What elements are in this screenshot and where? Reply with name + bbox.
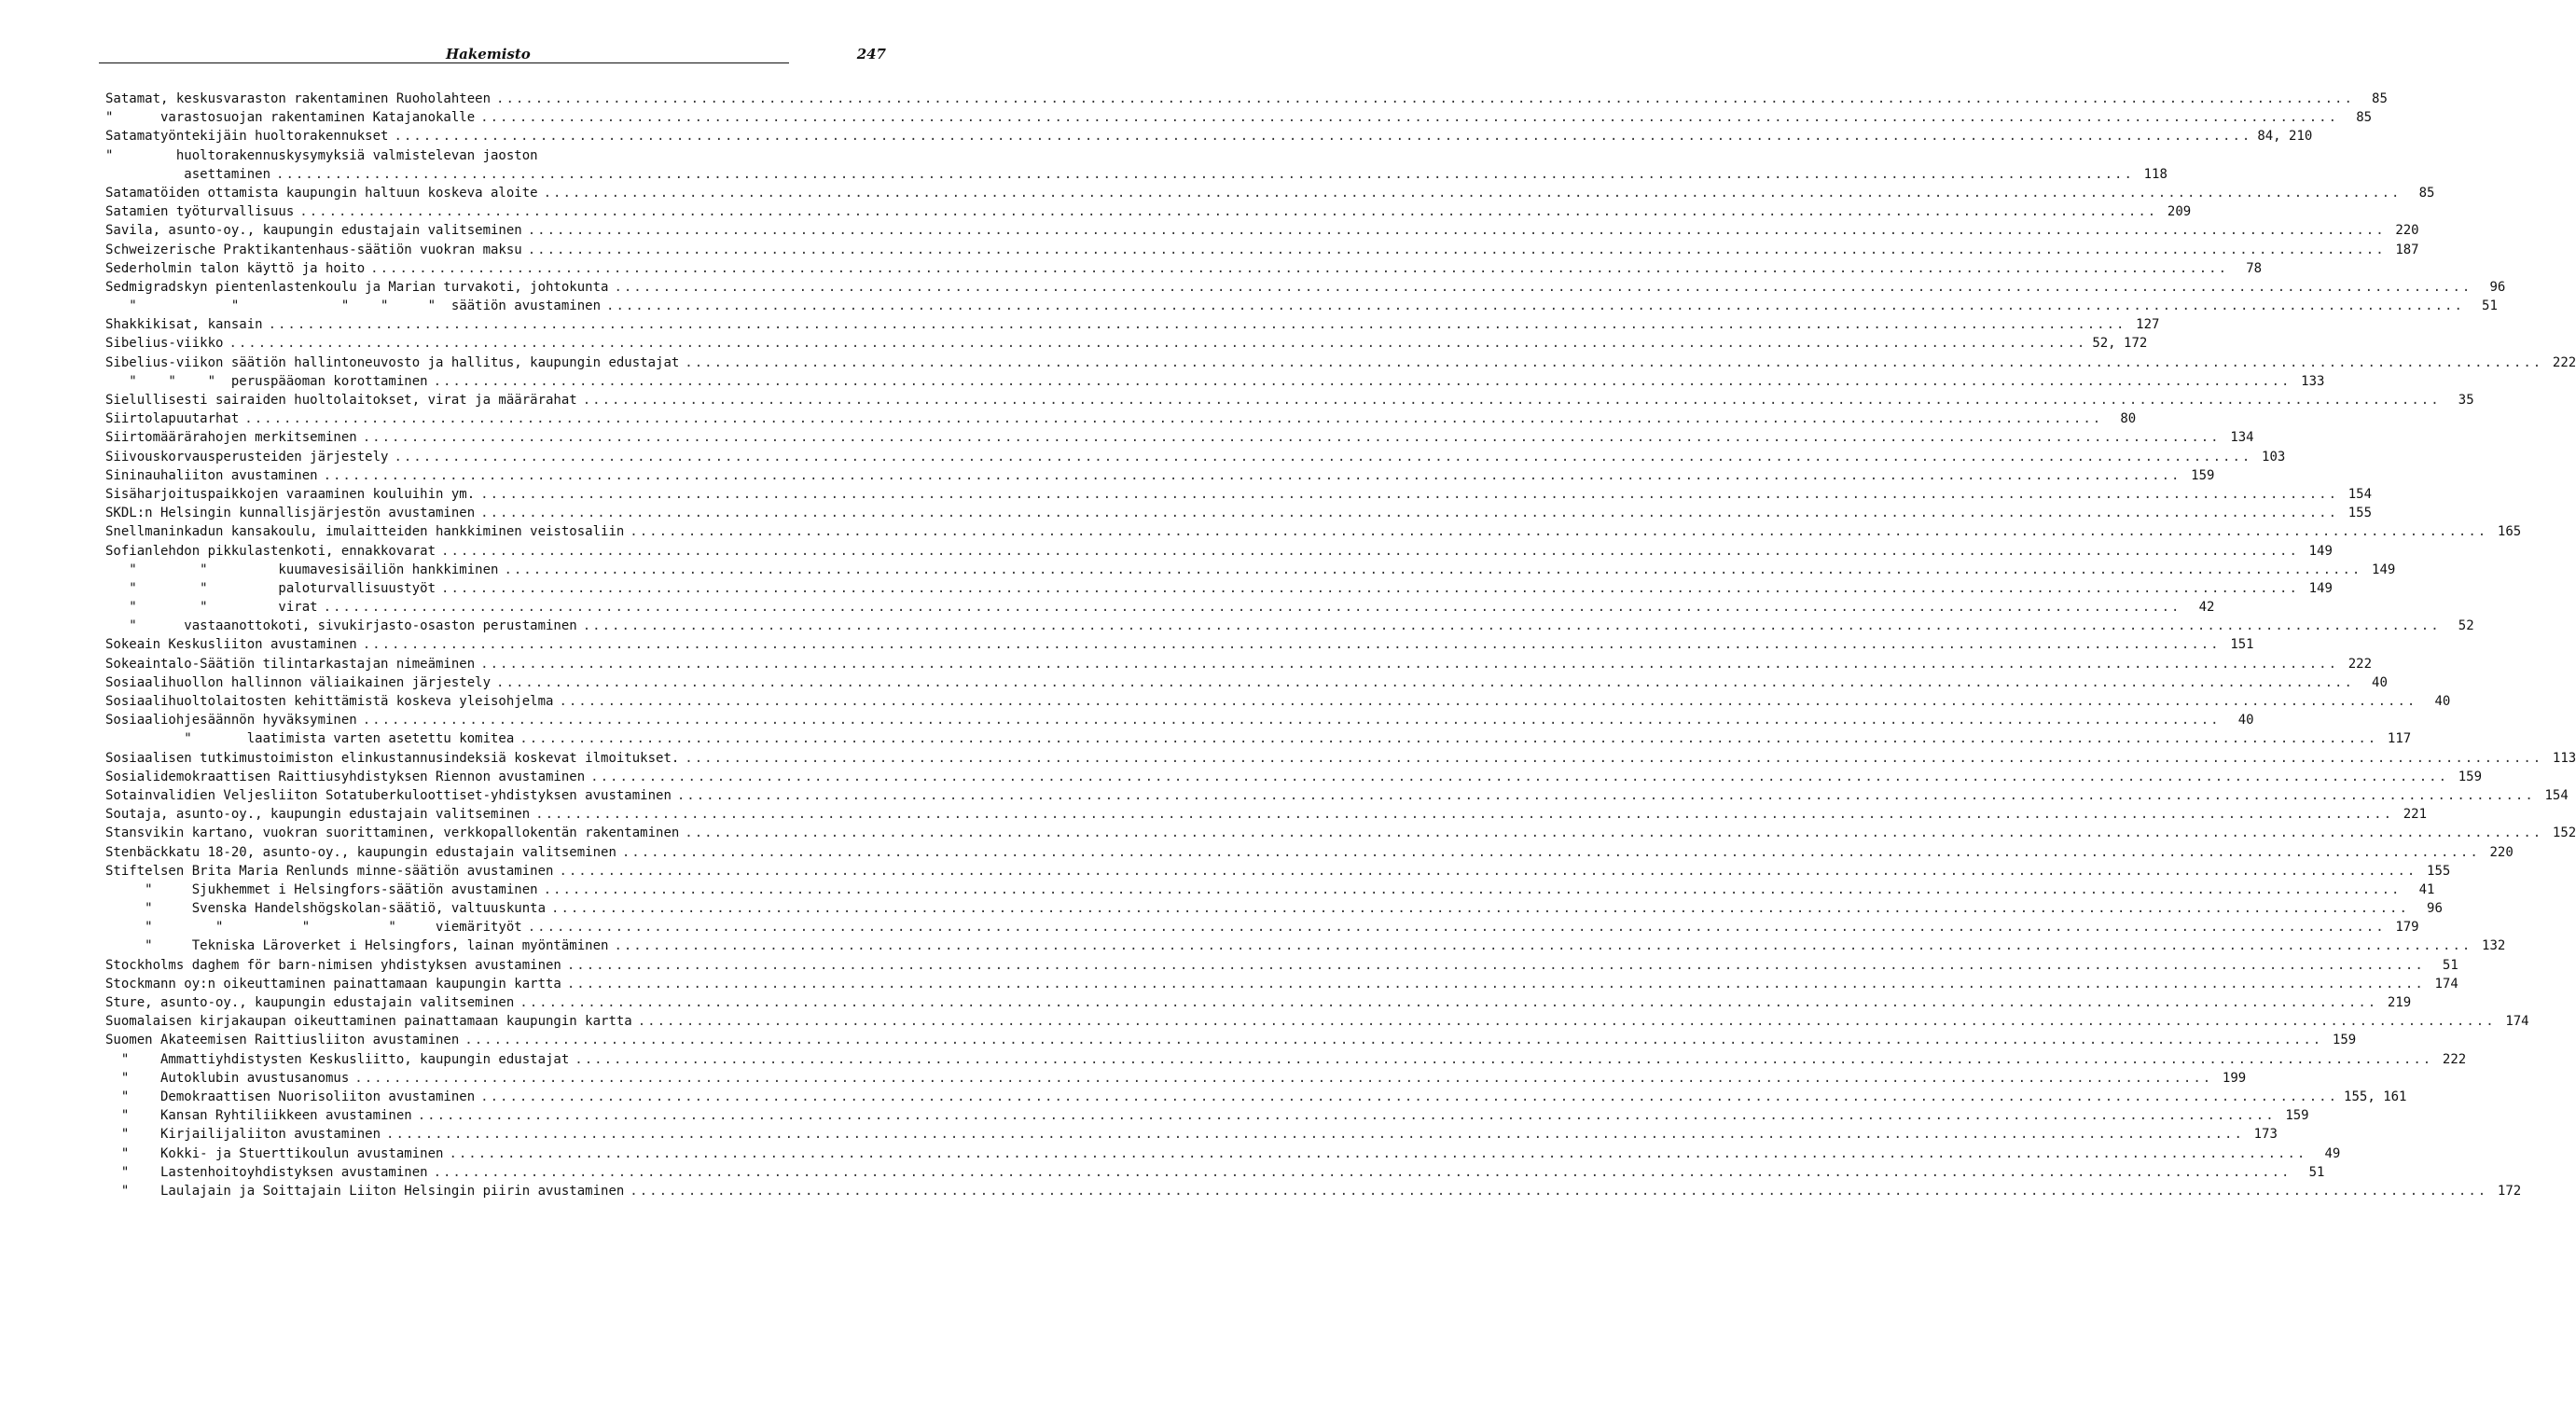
entry-text: Siirtomäärärahojen merkitseminen [105, 430, 357, 446]
entry-pages: 149 [2308, 543, 2333, 559]
index-entry [105, 409, 2137, 428]
index-entry [105, 805, 2428, 824]
entry-text: Satamat, keskusvaraston rakentaminen Ruoholahteen [105, 91, 492, 106]
index-entry [105, 1050, 2467, 1069]
index-entry [105, 1031, 2357, 1049]
dot-leader [434, 1163, 2292, 1182]
dot-leader [449, 1144, 2306, 1163]
index-entry [105, 749, 2576, 768]
entry-text: Satamatöiden ottamista kaupungin haltuun koskeva aloite [105, 185, 538, 201]
dot-leader [324, 598, 2181, 617]
index-entry [105, 1012, 2529, 1031]
dot-leader [614, 278, 2472, 297]
dot-leader [677, 786, 2535, 805]
dot-leader [480, 504, 2338, 522]
index-entry [105, 881, 2435, 899]
dot-leader [480, 655, 2338, 673]
dot-leader [229, 334, 2086, 353]
dot-leader [354, 1069, 2212, 1088]
dot-leader [559, 862, 2417, 881]
dot-leader [590, 768, 2448, 786]
dot-leader [464, 1031, 2322, 1049]
entry-text: Stockmann oy:n oikeuttaminen painattamaan kaupungin kartta [105, 976, 561, 992]
entry-text: Schweizerische Praktikantenhaus-säätiön vuokran maksu [105, 242, 522, 257]
entry-text: Suomen Akateemisen Raittiusliiton avustaminen [105, 1033, 460, 1048]
dot-leader [606, 297, 2464, 315]
entry-text: asettaminen [105, 166, 271, 182]
entry-pages: 165 [2497, 524, 2522, 540]
index-entry [105, 354, 2576, 372]
dot-leader [528, 221, 2386, 240]
entry-text: Stansvikin kartano, vuokran suorittaminen, verkkopallokentän rakentaminen [105, 825, 680, 841]
dot-leader [519, 729, 2377, 748]
index-entry [105, 372, 2325, 391]
entry-pages: 152 [2552, 825, 2576, 841]
dot-leader [324, 466, 2181, 485]
dot-leader [685, 354, 2542, 372]
dot-leader [544, 184, 2402, 202]
index-entry [105, 843, 2514, 862]
entry-text: Sofianlehdon pikkulastenkoti, ennakkovarat [105, 543, 436, 559]
entry-pages: 78 [2246, 260, 2263, 276]
index-entry [105, 428, 2254, 447]
header-rule [99, 62, 789, 63]
entry-pages: 134 [2230, 430, 2254, 446]
entry-pages: 85 [2418, 185, 2435, 201]
entry-text: " " " " " säätiön avustaminen [105, 298, 602, 314]
entry-pages: 35 [2458, 393, 2474, 408]
index-entry [105, 278, 2506, 297]
dot-leader [496, 90, 2354, 108]
entry-pages: 159 [2191, 467, 2215, 483]
dot-leader [441, 542, 2299, 561]
entry-text: " Laulajain ja Soittajain Liiton Helsingin piirin avustaminen [105, 1183, 625, 1199]
dot-leader [528, 241, 2386, 259]
entry-text: " " paloturvallisuustyöt [105, 580, 436, 596]
dot-leader [583, 617, 2441, 635]
index-entry [105, 108, 2373, 127]
entry-text: " " " peruspääoman korottaminen [105, 373, 428, 389]
entry-text: " " " " viemärityöt [105, 920, 522, 936]
entry-text: Sininauhaliiton avustaminen [105, 467, 318, 483]
dot-leader [386, 1125, 2244, 1144]
entry-pages: 40 [2372, 674, 2388, 690]
entry-pages: 133 [2301, 373, 2325, 389]
entry-pages: 179 [2395, 920, 2419, 936]
entry-text: " varastosuojan rakentaminen Katajanokalle [105, 110, 476, 126]
entry-pages: 222 [2552, 354, 2576, 370]
dot-leader [504, 561, 2361, 579]
entry-pages: 132 [2482, 938, 2506, 954]
entry-text: " Kirjailijaliiton avustaminen [105, 1127, 381, 1143]
index-entry [105, 485, 2373, 504]
entry-text: " Demokraattisen Nuorisoliiton avustaminen [105, 1089, 476, 1104]
entry-pages: 155 [2347, 506, 2373, 521]
entry-text: Satamatyöntekijäin huoltorakennukset [105, 129, 389, 145]
index-entry [105, 975, 2458, 993]
entry-text: " Kansan Ryhtiliikkeen avustaminen [105, 1108, 412, 1124]
entry-text: " Kokki- ja Stuerttikoulun avustaminen [105, 1145, 444, 1161]
entry-pages: 155 [2427, 863, 2451, 879]
entry-pages: 199 [2222, 1070, 2247, 1086]
dot-leader [363, 428, 2221, 447]
entry-pages: 40 [2237, 713, 2254, 728]
index-entry [105, 165, 2167, 184]
index-entry [105, 297, 2498, 315]
index-entry [105, 936, 2506, 955]
entry-text: Siirtolapuutarhat [105, 411, 240, 427]
dot-leader [528, 918, 2386, 936]
dot-leader [551, 899, 2409, 918]
page-header [99, 44, 908, 66]
entry-text: Sture, asunto-oy., kaupungin edustajain valitseminen [105, 995, 515, 1010]
dot-leader [685, 749, 2542, 768]
entry-pages: 151 [2230, 637, 2254, 653]
index-entry [105, 391, 2474, 409]
entry-text: SKDL:n Helsingin kunnallisjärjestön avustaminen [105, 506, 476, 521]
dot-leader [434, 372, 2292, 391]
index-entry [105, 241, 2419, 259]
index-entry [105, 146, 907, 165]
entry-pages: 159 [2332, 1033, 2357, 1048]
dot-leader [496, 673, 2354, 692]
dot-leader [567, 975, 2425, 993]
dot-leader [630, 1182, 2487, 1200]
dot-leader [567, 956, 2425, 975]
index-entry [105, 655, 2373, 673]
index-entry [105, 259, 2263, 278]
entry-text: Sosiaalisen tutkimustoimiston elinkustannusindeksiä koskevat ilmoitukset. [105, 750, 680, 766]
dot-leader [370, 259, 2228, 278]
index-entry [105, 862, 2451, 881]
entry-pages: 103 [2262, 449, 2286, 465]
dot-leader [480, 485, 2338, 504]
index-entry [105, 786, 2569, 805]
entry-text: Stenbäckkatu 18-20, asunto-oy., kaupungin edustajain valitseminen [105, 844, 616, 860]
entry-text: Sosiaalihuollon hallinnon väliaikainen järjestely [105, 674, 492, 690]
dot-leader [363, 711, 2221, 729]
index-entry [105, 1088, 2407, 1106]
entry-pages: 159 [2458, 769, 2483, 784]
page-title: Hakemisto [446, 46, 531, 62]
entry-text: Stockholms daghem för barn-nimisen yhdistyksen avustaminen [105, 957, 561, 973]
dot-leader [583, 391, 2441, 409]
dot-leader [630, 522, 2487, 541]
index-entry [105, 1182, 2522, 1200]
index-entry [105, 1069, 2247, 1088]
dot-leader [244, 409, 2102, 428]
index-entry [105, 824, 2576, 842]
index-entry [105, 522, 2522, 541]
entry-pages: 118 [2143, 166, 2167, 182]
entry-pages: 41 [2418, 881, 2435, 897]
entry-pages: 174 [2434, 976, 2458, 992]
entry-text: Sielullisesti sairaiden huoltolaitokset, virat ja määrärahat [105, 393, 577, 408]
entry-pages: 155, 161 [2344, 1089, 2407, 1104]
index-entries [105, 90, 2576, 1200]
index-entry [105, 1144, 2341, 1163]
entry-text: " Ammattiyhdistysten Keskusliitto, kaupungin edustajat [105, 1051, 570, 1067]
index-entry [105, 692, 2451, 711]
entry-text: " " kuumavesisäiliön hankkiminen [105, 562, 499, 577]
entry-pages: 52, 172 [2092, 336, 2148, 352]
index-entry [105, 673, 2388, 692]
entry-text: Shakkikisat, kansain [105, 317, 263, 333]
index-entry [105, 542, 2333, 561]
index-entry [105, 993, 2412, 1012]
entry-text: Sedmigradskyn pientenlastenkoulu ja Marian turvakoti, johtokunta [105, 279, 609, 295]
index-entry [105, 334, 2148, 353]
entry-pages: 149 [2372, 562, 2396, 577]
dot-leader [480, 108, 2338, 127]
index-entry [105, 1125, 2278, 1144]
dot-leader [544, 881, 2402, 899]
index-entry [105, 448, 2286, 466]
dot-leader [685, 824, 2542, 842]
index-entry [105, 315, 2160, 334]
entry-text: " " virat [105, 600, 318, 616]
entry-pages: 51 [2308, 1164, 2325, 1180]
entry-text: " Svenska Handelshögskolan-säätiö, valtuuskunta [105, 901, 547, 917]
dot-leader [638, 1012, 2496, 1031]
index-entry [105, 729, 2412, 748]
index-entry [105, 466, 2215, 485]
entry-text: Sederholmin talon käyttö ja hoito [105, 260, 366, 276]
entry-text: " laatimista varten asetettu komitea [105, 731, 515, 747]
index-entry [105, 598, 2215, 617]
entry-pages: 149 [2308, 580, 2333, 596]
entry-pages: 51 [2442, 957, 2458, 973]
entry-pages: 187 [2395, 242, 2419, 257]
entry-pages: 209 [2167, 204, 2192, 220]
entry-text: " vastaanottokoti, sivukirjasto-osaston perustaminen [105, 618, 577, 634]
entry-text: " Tekniska Läroverket i Helsingfors, lainan myöntäminen [105, 938, 609, 954]
dot-leader [394, 448, 2251, 466]
entry-text: Sibelius-viikko [105, 336, 224, 352]
entry-pages: 96 [2427, 901, 2443, 917]
entry-pages: 172 [2497, 1183, 2522, 1199]
index-entry [105, 90, 2388, 108]
entry-text: " Lastenhoitoyhdistyksen avustaminen [105, 1164, 428, 1180]
dot-leader [276, 165, 2134, 184]
index-entry [105, 918, 2419, 936]
entry-pages: 154 [2544, 787, 2569, 803]
entry-pages: 42 [2198, 600, 2215, 616]
entry-text: Savila, asunto-oy., kaupungin edustajain valitseminen [105, 223, 522, 239]
entry-pages: 96 [2489, 279, 2506, 295]
entry-text: Sisäharjoituspaikkojen varaaminen kouluihin ym. [105, 486, 476, 502]
entry-pages: 221 [2403, 807, 2428, 823]
entry-text: Sibelius-viikon säätiön hallintoneuvosto ja hallitus, kaupungin edustajat [105, 354, 680, 370]
entry-text: Sosiaaliohjesäännön hyväksyminen [105, 713, 357, 728]
entry-pages: 127 [2136, 317, 2160, 333]
entry-pages: 219 [2387, 995, 2412, 1010]
dot-leader [559, 692, 2417, 711]
entry-pages: 51 [2482, 298, 2498, 314]
entry-pages: 154 [2347, 486, 2373, 502]
entry-pages: 85 [2356, 110, 2373, 126]
index-entry [105, 221, 2419, 240]
index-entry [105, 1163, 2325, 1182]
index-entry [105, 1106, 2309, 1125]
page-number: 247 [856, 46, 886, 62]
entry-pages: 159 [2285, 1108, 2309, 1124]
entry-pages: 49 [2324, 1145, 2341, 1161]
entry-pages: 85 [2372, 91, 2388, 106]
entry-text: " Sjukhemmet i Helsingfors-säätiön avustaminen [105, 881, 538, 897]
dot-leader [535, 805, 2393, 824]
entry-text: Suomalaisen kirjakaupan oikeuttaminen painattamaan kaupungin kartta [105, 1014, 632, 1030]
dot-leader [480, 1088, 2338, 1106]
entry-pages: 117 [2387, 731, 2412, 747]
dot-leader [418, 1106, 2276, 1125]
entry-pages: 220 [2489, 844, 2514, 860]
entry-text: Soutaja, asunto-oy., kaupungin edustajain valitseminen [105, 807, 531, 823]
entry-text: Snellmaninkadun kansakoulu, imulaitteiden hankkiminen veistosaliin [105, 524, 625, 540]
index-entry [105, 768, 2483, 786]
entry-pages: 220 [2395, 223, 2419, 239]
entry-pages: 40 [2434, 694, 2451, 709]
entry-text: Sokeain Keskusliiton avustaminen [105, 637, 357, 653]
dot-leader [363, 635, 2221, 654]
index-entry [105, 579, 2333, 598]
entry-pages: 84, 210 [2257, 129, 2313, 145]
entry-pages: 174 [2505, 1014, 2529, 1030]
entry-text: Sotainvalidien Veljesliiton Sotatuberkuloottiset-yhdistyksen avustaminen [105, 787, 672, 803]
entry-text: Satamien työturvallisuus [105, 204, 295, 220]
index-entry [105, 899, 2443, 918]
index-entry [105, 617, 2474, 635]
entry-text: Sosialidemokraattisen Raittiusyhdistyksen Riennon avustaminen [105, 769, 586, 784]
entry-pages: 222 [2442, 1051, 2467, 1067]
entry-text: " huoltorakennuskysymyksiä valmistelevan jaoston [105, 147, 538, 163]
entry-pages: 222 [2347, 656, 2373, 672]
entry-pages: 173 [2253, 1127, 2278, 1143]
index-entry [105, 711, 2254, 729]
dot-leader [269, 315, 2126, 334]
index-entry [105, 504, 2373, 522]
entry-pages: 113 [2552, 750, 2576, 766]
dot-leader [614, 936, 2472, 955]
dot-leader [441, 579, 2299, 598]
entry-text: " Autoklubin avustusanomus [105, 1070, 350, 1086]
dot-leader [622, 843, 2480, 862]
index-entry [105, 635, 2254, 654]
entry-text: Siivouskorvausperusteiden järjestely [105, 449, 389, 465]
entry-text: Sokeaintalo-Säätiön tilintarkastajan nimeäminen [105, 656, 476, 672]
index-entry [105, 184, 2435, 202]
entry-pages: 80 [2120, 411, 2137, 427]
dot-leader [575, 1050, 2432, 1069]
dot-leader [519, 993, 2377, 1012]
index-entry [105, 127, 2313, 146]
dot-leader [394, 127, 2251, 146]
entry-text: Stiftelsen Brita Maria Renlunds minne-säätiön avustaminen [105, 863, 554, 879]
index-entry [105, 956, 2458, 975]
entry-pages: 52 [2458, 618, 2474, 634]
index-entry [105, 202, 2192, 221]
entry-text: Sosiaalihuoltolaitosten kehittämistä koskeva yleisohjelma [105, 694, 554, 709]
index-entry [105, 561, 2396, 579]
dot-leader [299, 202, 2157, 221]
